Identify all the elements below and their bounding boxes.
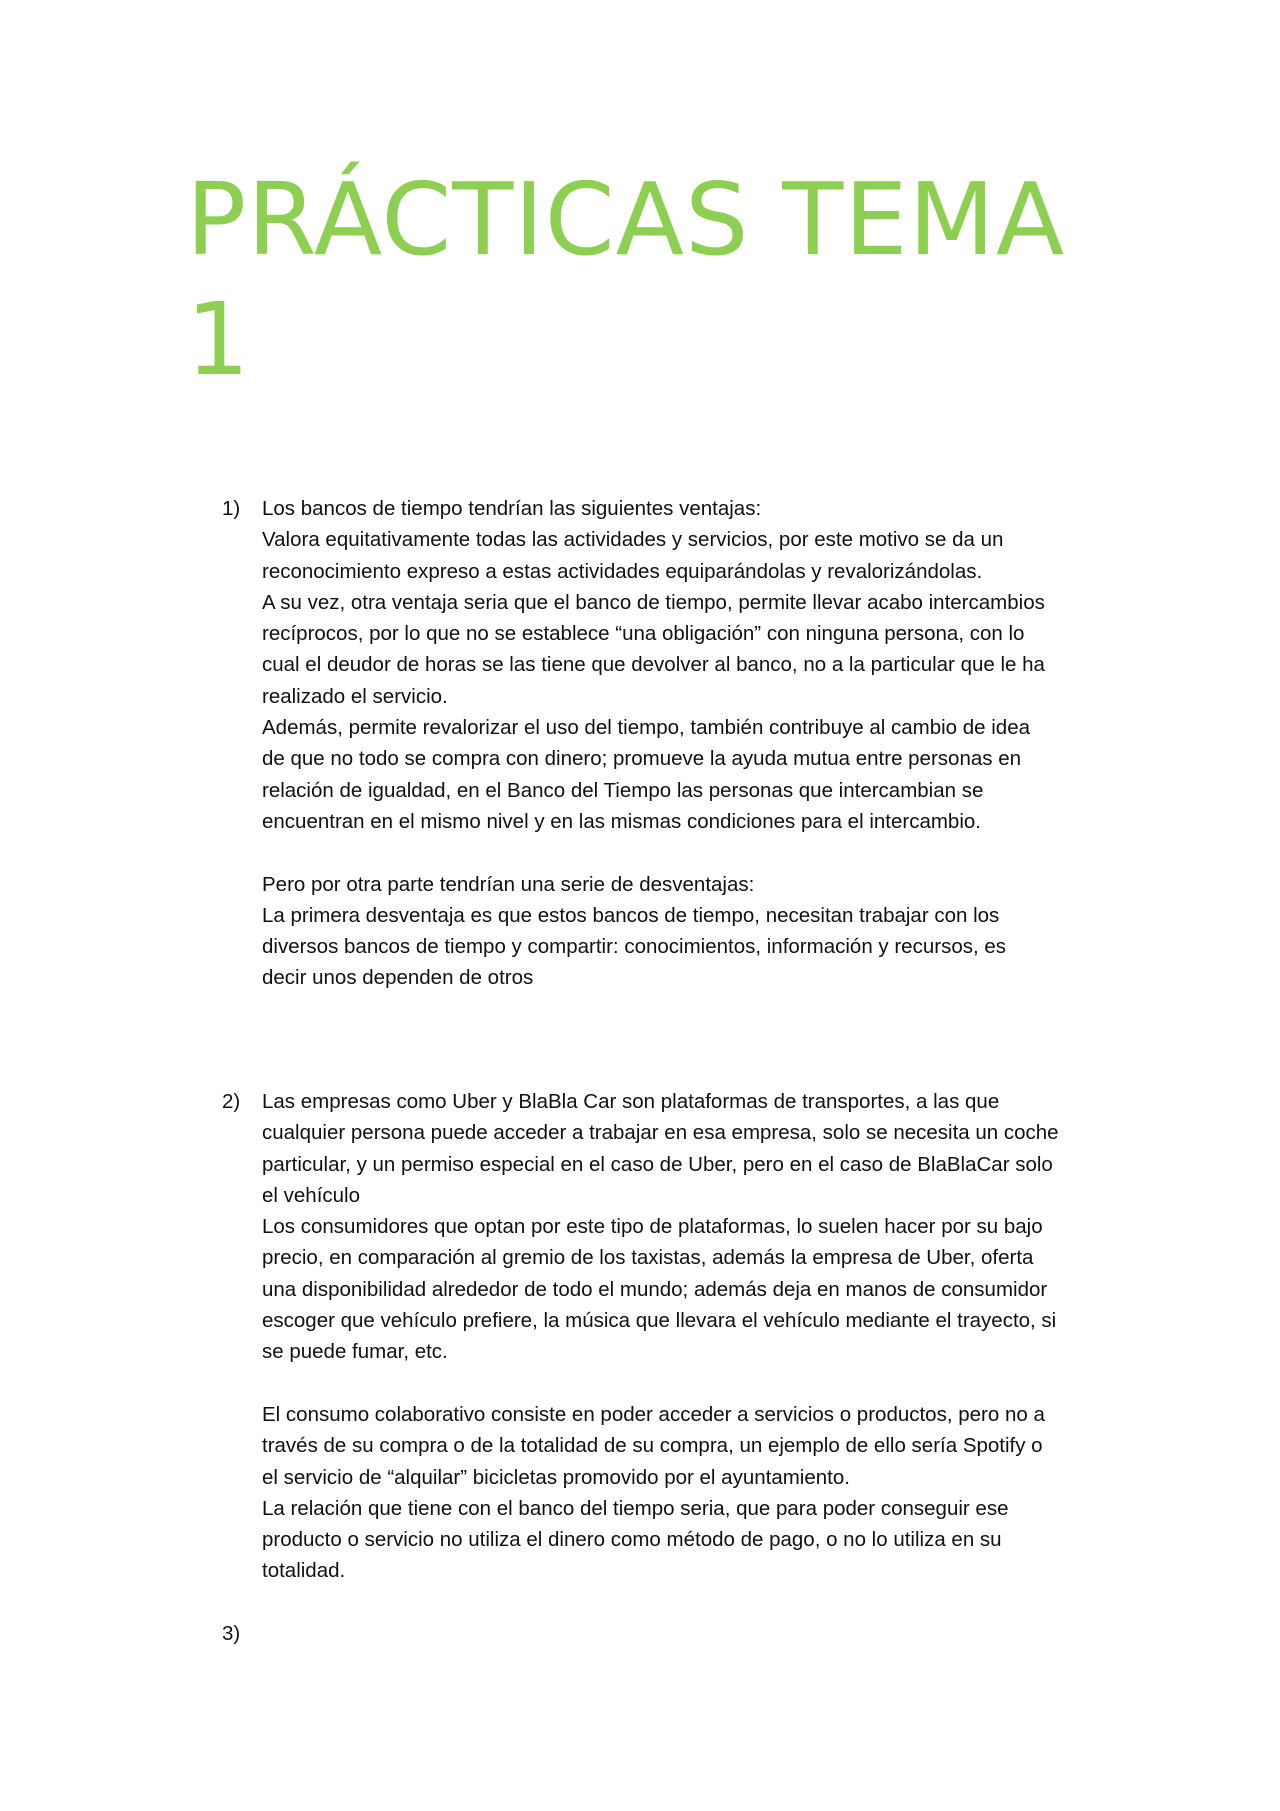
paragraph-line: producto o servicio no utiliza el dinero como método de pago, o no lo utiliza en su [262,1528,1002,1552]
blank-line [262,837,1112,868]
blank-line [262,1368,1112,1399]
paragraph-line: Las empresas como Uber y BlaBla Car son plataformas de transportes, a las que [262,1090,1000,1113]
paragraph-line: reconocimiento expreso a estas actividades equiparándolas y revalorizándolas. [262,559,983,583]
paragraph-line: diversos bancos de tiempo y compartir: conocimientos, información y recursos, es [262,935,1007,959]
paragraph-line: La primera desventaja es que estos bancos de tiempo, necesitan trabajar con los [262,903,1000,927]
paragraph-line: Los consumidores que optan por este tipo de plataformas, lo suelen hacer por su bajo [262,1215,1043,1239]
paragraph-line: La relación que tiene con el banco del tiempo seria, que para poder conseguir ese [262,1496,1009,1520]
list-item-body [262,1618,1112,1649]
list-item-number: 3) [222,1622,241,1645]
paragraph-line: El consumo colaborativo consiste en poder acceder a servicios o productos, pero no a [262,1402,1045,1426]
paragraph-line: particular, y un permiso especial en el caso de Uber, pero en el caso de BlaBlaCar solo [262,1152,1053,1176]
paragraph-line: Pero por otra parte tendrían una serie de desventajas: [262,872,755,896]
paragraph-line: el vehículo [262,1183,361,1207]
paragraph-line: recíprocos, por lo que no se establece “una obligación” con ninguna persona, con lo [262,622,1025,646]
paragraph-line: precio, en comparación al gremio de los taxistas, además la empresa de Uber, oferta [262,1246,1034,1270]
paragraph-line: encuentran en el mismo nivel y en las mismas condiciones para el intercambio. [262,809,981,833]
paragraph-line: través de su compra o de la totalidad de su compra, un ejemplo de ello sería Spotify o [262,1434,1043,1458]
list-item [222,1618,1112,1649]
list-item-number: 2) [222,1090,241,1113]
list-item [222,493,1112,994]
list-item-number: 1) [222,497,241,520]
paragraph-line: A su vez, otra ventaja seria que el banco de tiempo, permite llevar acabo intercambios [262,590,1045,614]
paragraph-line: cualquier persona puede acceder a trabajar en esa empresa, solo se necesita un coche [262,1121,1059,1145]
paragraph-line: cual el deudor de horas se las tiene que devolver al banco, no a la particular que le ha [262,653,1045,677]
paragraph-line: el servicio de “alquilar” bicicletas promovido por el ayuntamiento. [262,1465,850,1489]
paragraph-line: Los bancos de tiempo tendrían las siguientes ventajas: [262,497,762,520]
paragraph-line: decir unos dependen de otros [262,966,534,990]
paragraph-line: escoger que vehículo prefiere, la música que llevara el vehículo mediante el trayecto, si [262,1309,1057,1333]
blank-line [262,1618,1112,1649]
paragraph-line: relación de igualdad, en el Banco del Tiempo las personas que intercambian se [262,778,984,802]
paragraph-line: de que no todo se compra con dinero; promueve la ayuda mutua entre personas en [262,747,1021,771]
list-item-body [262,1086,1112,1587]
list-item-body [262,493,1112,994]
document-title: PRÁCTICAS TEMA 1 [186,161,1066,398]
paragraph-line: totalidad. [262,1559,346,1583]
list-item [222,1086,1112,1587]
paragraph-line: realizado el servicio. [262,684,448,708]
paragraph-line: Valora equitativamente todas las actividades y servicios, por este motivo se da un [262,528,1004,552]
paragraph-line: Además, permite revalorizar el uso del tiempo, también contribuye al cambio de idea [262,716,1030,740]
paragraph-line: se puede fumar, etc. [262,1340,448,1364]
paragraph-line: una disponibilidad alrededor de todo el mundo; además deja en manos de consumidor [262,1277,1048,1301]
